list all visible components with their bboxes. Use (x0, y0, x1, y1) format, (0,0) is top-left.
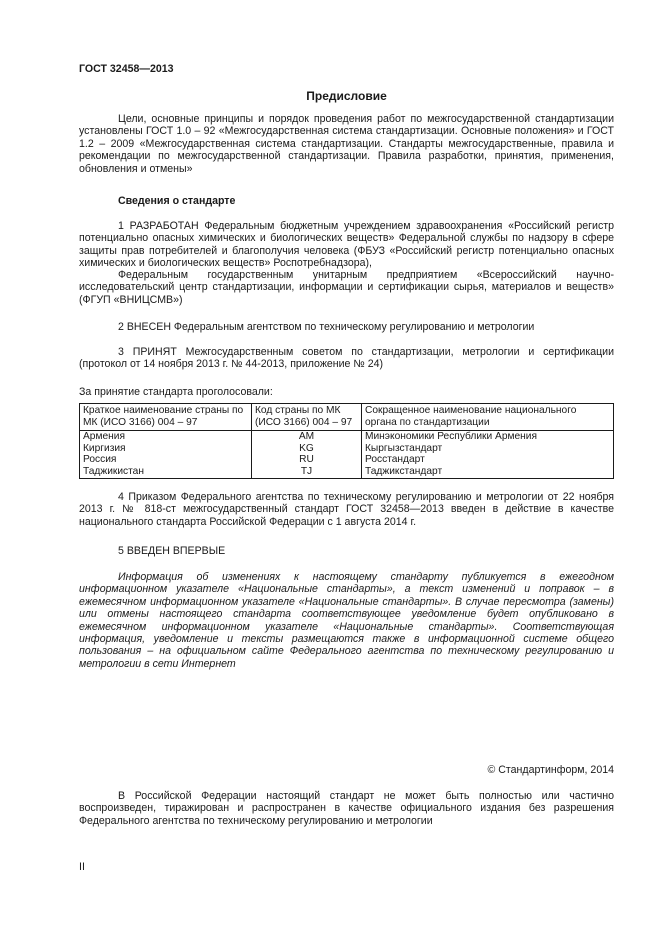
table-row (80, 443, 614, 455)
column-header: Краткое наименование страны по МК (ИСО 3166) 004 – 97 (80, 404, 252, 431)
copyright: © Стандартинформ, 2014 (487, 764, 614, 776)
column-header: Код страны по МК (ИСО 3166) 004 – 97 (252, 404, 362, 431)
page-number: II (79, 861, 85, 873)
country-name: Таджикистан (80, 466, 252, 478)
info-paragraph: Информация об изменениях к настоящему стандарту публикуется в ежегодном информационном указателе «Национальные стандарты», а текст изменений и поправок – в ежемесячном информационном указателе «Национальные стандарты». В случае пересмотра (замены) или отмены настоящего стандарта соответствующее уведомление будет опубликовано в ежемесячном информационном указателе «Национальные стандарты». Соответствующая информация, уведомление и тексты размещаются также в информационной системе общего пользования – на официальном сайте Федерального агентства по техническому регулированию и метрологии в сети Интернет (79, 571, 614, 670)
vote-label: За принятие стандарта проголосовали: (79, 386, 273, 398)
item-1-developed: 1 РАЗРАБОТАН Федеральным бюджетным учреждением здравоохранения «Российский регистр потенциально опасных химических и биологических веществ» Федеральной службы по надзору в сфере защиты прав потребителей и благополучия человека (ФБУЗ «Российский регистр потенциально опасных химических и биологических веществ» Роспотребнадзора), (79, 220, 614, 270)
intro-paragraph: Цели, основные принципы и порядок проведения работ по межгосударственной стандартизации установлены ГОСТ 1.0 – 92 «Межгосударственная система стандартизации. Основные положения» и ГОСТ 1.2 – 2009 «Межгосударственная система стандартизации. Стандарты межгосударственные, правила и рекомендации по межгосударственной стандартизации. Правила разработки, принятия, применения, обновления и отмены» (79, 113, 614, 175)
national-body: Росстандарт (362, 454, 614, 466)
standard-code-header: ГОСТ 32458—2013 (79, 63, 174, 75)
country-code: TJ (252, 466, 362, 478)
table-header-row (80, 404, 614, 431)
reproduction-notice: В Российской Федерации настоящий стандарт не может быть полностью или частично воспроизведен, тиражирован и распространен в качестве официального издания без разрешения Федерального агентства по техническому регулированию и метрологии (79, 790, 614, 827)
page-title: Предисловие (306, 89, 387, 103)
national-body: Минэкономики Республики Армения (362, 431, 614, 443)
item-1-co-developer: Федеральным государственным унитарным предприятием «Всероссийский научно-исследовательский центр стандартизации, информации и сертификации сырья, материалов и веществ» (ФГУП «ВНИЦСМВ») (79, 269, 614, 306)
table-row (80, 431, 614, 443)
item-4-order: 4 Приказом Федерального агентства по техническому регулированию и метрологии от 22 ноября 2013 г. № 818-ст межгосударственный стандарт ГОСТ 32458—2013 введен в действие в качестве национального стандарта Российской Федерации с 1 августа 2014 г. (79, 491, 614, 528)
national-body: Таджикстандарт (362, 466, 614, 478)
voting-table (79, 403, 614, 479)
table-row (80, 454, 614, 466)
national-body: Кыргызстандарт (362, 443, 614, 455)
country-code: AM (252, 431, 362, 443)
item-5-first-introduced: 5 ВВЕДЕН ВПЕРВЫЕ (118, 545, 226, 557)
section-heading: Сведения о стандарте (118, 195, 236, 207)
country-name: Россия (80, 454, 252, 466)
table-row (80, 466, 614, 478)
country-name: Армения (80, 431, 252, 443)
item-2-introduced: 2 ВНЕСЕН Федеральным агентством по техническому регулированию и метрологии (118, 321, 535, 333)
country-code: KG (252, 443, 362, 455)
country-name: Киргизия (80, 443, 252, 455)
item-3-adopted: 3 ПРИНЯТ Межгосударственным советом по стандартизации, метрологии и сертификации (протокол от 14 ноября 2013 г. № 44-2013, приложение № 24) (79, 346, 614, 371)
country-code: RU (252, 454, 362, 466)
column-header: Сокращенное наименование национального органа по стандартизации (362, 404, 614, 431)
